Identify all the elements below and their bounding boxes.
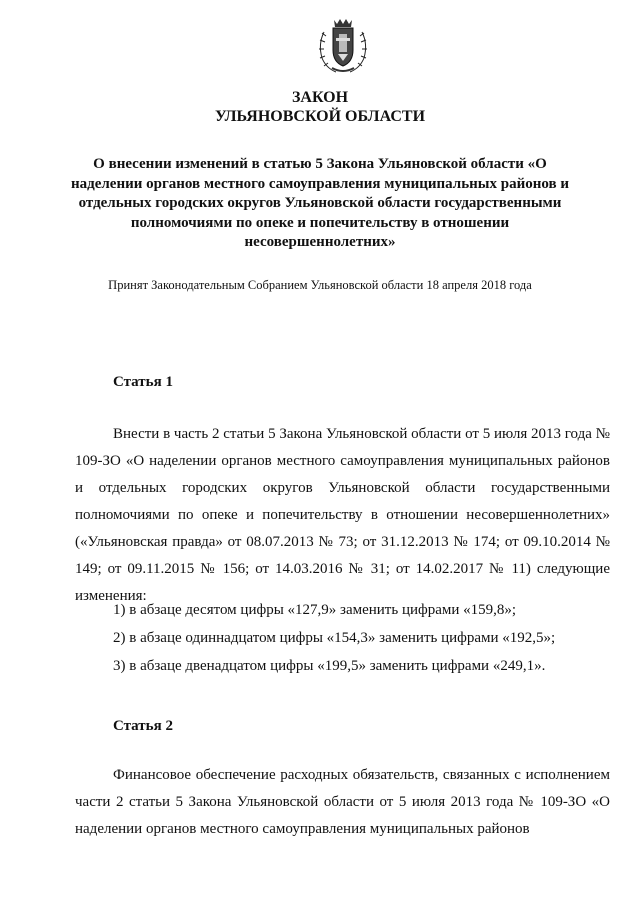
article-2-heading: Статья 2 (113, 718, 173, 734)
article-1-item-3: 3) в абзаце двенадцатом цифры «199,5» заменить цифрами «249,1». (113, 658, 546, 674)
article-1-item-1: 1) в абзаце десятом цифры «127,9» заменить цифрами «159,8»; (113, 602, 517, 618)
law-title: ЗАКОН (291, 89, 349, 106)
law-region: УЛЬЯНОВСКОЙ ОБЛАСТИ (214, 108, 426, 125)
coat-of-arms-icon (314, 14, 372, 76)
law-subject-title: О внесении изменений в статью 5 Закона Ульяновской области «О наделении органов местного самоуправления муниципальных районов и отдельных городских округов Ульяновской области государственными полномочиями по опеке и попечительству в отношении несовершеннолетних» (71, 156, 569, 250)
article-1-heading: Статья 1 (113, 374, 173, 390)
article-1-item-2: 2) в абзаце одиннадцатом цифры «154,3» заменить цифрами «192,5»; (113, 630, 556, 646)
adoption-note: Принят Законодательным Собранием Ульяновской области 18 апреля 2018 года (108, 278, 532, 292)
article-1-text: Внести в часть 2 статьи 5 Закона Ульяновской области от 5 июля 2013 года № 109-ЗО «О наделении органов местного самоуправления муниципальных районов и отдельных городских округов Ульяновской области государственными полномочиями по опеке и попечительству в отношении несовершеннолетних» («Ульяновская правда» от 08.07.2013 № 73; от 31.12.2013 № 174; от 09.10.2014 № 149; от 09.11.2015 № 156; от 14.03.2016 № 31; от 14.02.2017 № 11) следующие изменения: (75, 426, 610, 604)
article-2-text: Финансовое обеспечение расходных обязательств, связанных с исполнением части 2 статьи 5 Закона Ульяновской области от 5 июля 2013 года № 109-ЗО «О наделении органов местного самоуправления муниципальных районов (75, 767, 610, 837)
